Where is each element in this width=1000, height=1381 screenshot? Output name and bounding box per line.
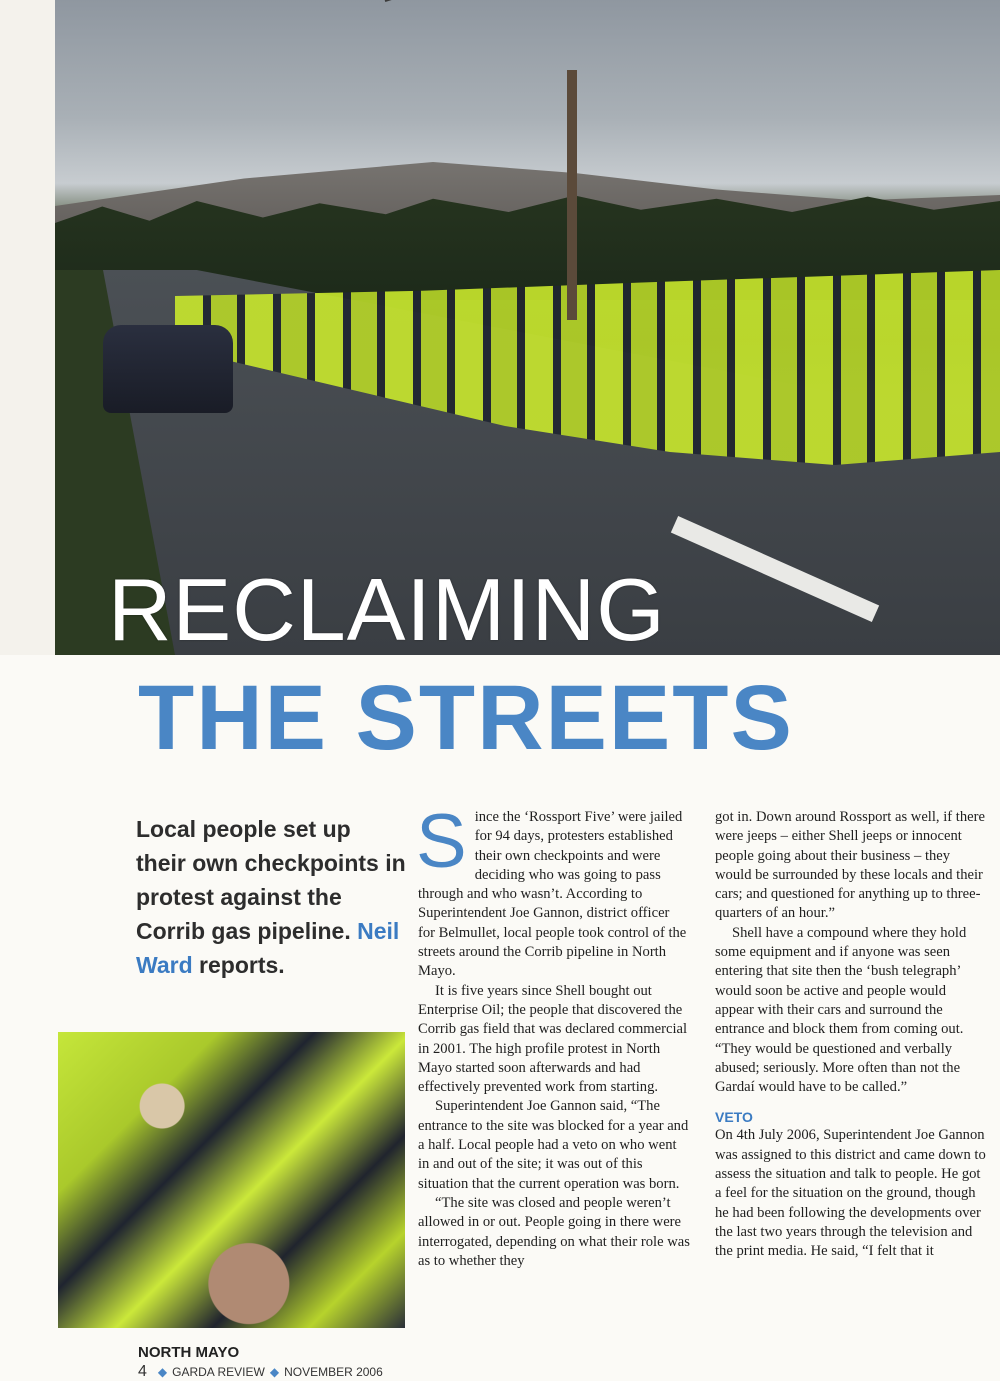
photo-car bbox=[103, 325, 233, 413]
folio bbox=[138, 1363, 383, 1381]
hero-photo-garda-line bbox=[55, 0, 1000, 659]
article-paragraph: On 4th July 2006, Superintendent Joe Gannon was assigned to this district and came down to assess the situation and talk to people. He got a feel for the situation on the ground, though he had been following the developments over the last two years through the television and the print media. He said, “I felt that it bbox=[715, 1127, 986, 1260]
inset-photo-arrest bbox=[58, 1032, 405, 1328]
article-paragraph: got in. Down around Rossport as well, if there were jeeps – either Shell jeeps or innocent people going about their business – they would be surrounded by these locals and their cars; and questioned for anything up to three-quarters of an hour.” bbox=[715, 809, 985, 922]
diamond-icon: ◆ bbox=[269, 1365, 280, 1379]
article-paragraph-text: ince the ‘Rossport Five’ were jailed for 94 days, protesters established their own checkpoints and were deciding who was going to pass through and who wasn’t. According to Superintendent Joe Gannon, district officer for Belmullet, local people took control of the streets around the Corrib pipeline in North Mayo. bbox=[418, 809, 687, 980]
issue-date: NOVEMBER 2006 bbox=[284, 1365, 383, 1379]
article-paragraph bbox=[416, 799, 690, 982]
photo-power-line bbox=[385, 0, 998, 2]
headline-line-2: THE STREETS bbox=[138, 667, 794, 769]
article-paragraph: “The site was closed and people weren’t allowed in or out. People going in there were interrogated, depending on what their role was as to whether they bbox=[418, 1194, 690, 1269]
byline-name: Neil Ward bbox=[136, 918, 400, 978]
article-paragraph: Shell have a compound where they hold some equipment and if anyone was seen entering that site then the ‘bush telegraph’ would soon be active and people would appear with their cars and surround the entrance and block them from coming out. “They would be questioned and verbally abused; seriously. More often than not the Gardaí would have to be called.” bbox=[715, 924, 967, 1096]
page-margin bbox=[0, 0, 55, 655]
diamond-icon: ◆ bbox=[157, 1365, 168, 1379]
section-label: NORTH MAYO bbox=[138, 1344, 240, 1361]
page-number: 4 bbox=[138, 1363, 147, 1380]
article-column-1 bbox=[416, 799, 690, 1271]
subheading: VETO bbox=[715, 1109, 753, 1126]
article-column-2 bbox=[715, 808, 987, 1262]
standfirst-text: Local people set up their own checkpoints in protest against the Corrib gas pipeline. bbox=[136, 816, 406, 944]
byline-suffix: reports. bbox=[199, 952, 285, 978]
dropcap: S bbox=[416, 799, 467, 884]
article-paragraph: It is five years since Shell bought out Enterprise Oil; the people that discovered the Corrib gas field that was declared commercial in 2001. The high profile protest in North Mayo started soon afterwards and had effectively prevented work from starting. bbox=[418, 982, 688, 1096]
standfirst bbox=[136, 812, 406, 982]
publication-name: GARDA REVIEW bbox=[172, 1365, 265, 1379]
headline-line-1: RECLAIMING bbox=[108, 560, 666, 659]
photo-telegraph-pole bbox=[567, 70, 577, 320]
article-paragraph: Superintendent Joe Gannon said, “The entrance to the site was blocked for a year and a half. Local people had a veto on who went in and out of the site; it was out of this situation that the current operation was born. bbox=[418, 1098, 689, 1192]
